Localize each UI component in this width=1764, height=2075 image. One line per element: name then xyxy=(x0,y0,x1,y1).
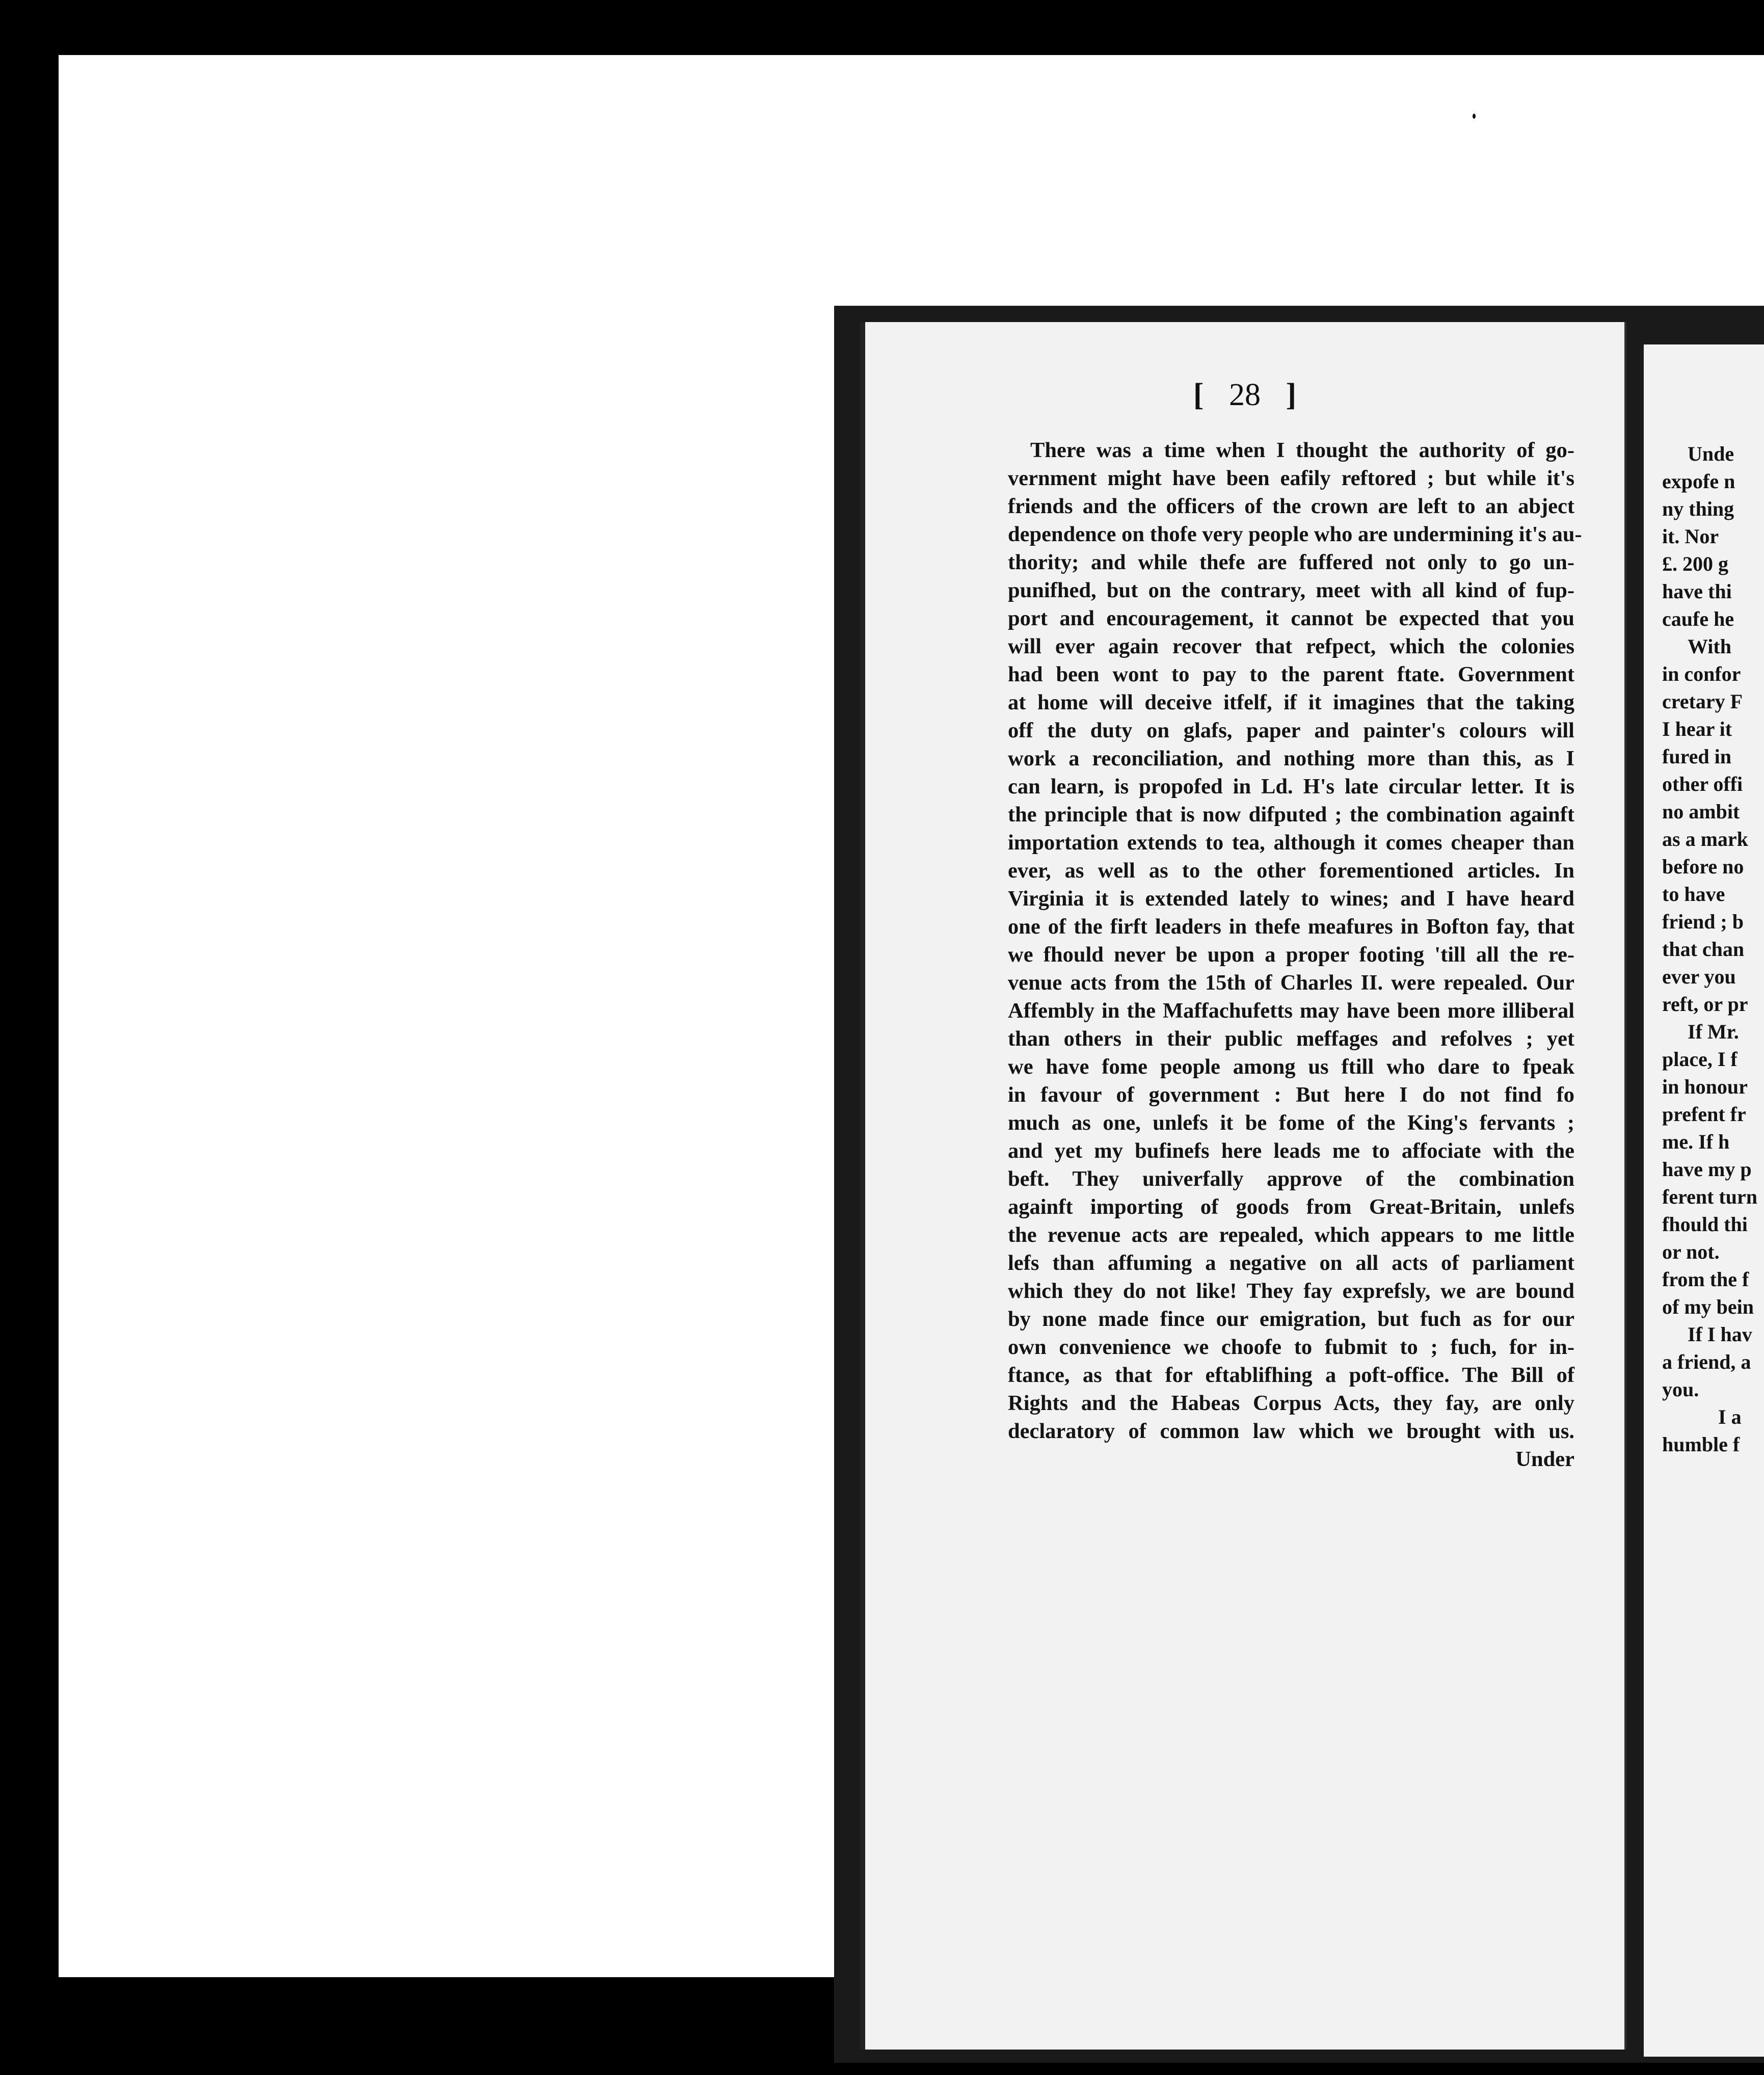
text-line: we have fome people among us ftill who dare to fpeak xyxy=(1008,1055,1574,1079)
text-line: much as one, unlefs it be fome of the King's fervants ; xyxy=(1008,1111,1574,1135)
text-line: dependence on thofe very people who are undermining it's au- xyxy=(1008,522,1582,546)
catchword: Under xyxy=(1515,1447,1574,1471)
text-line: by none made fince our emigration, but fuch as for our xyxy=(1008,1307,1574,1331)
text-line: have my p xyxy=(1662,1158,1752,1181)
text-line: you. xyxy=(1662,1378,1699,1401)
text-line: before no xyxy=(1662,855,1744,878)
page-number-right-bracket: ] xyxy=(1286,378,1297,412)
text-line: Unde xyxy=(1688,442,1734,465)
text-line: no ambit xyxy=(1662,800,1740,823)
left-page xyxy=(860,322,1626,2050)
scan-speck xyxy=(1473,114,1476,119)
text-line: that chan xyxy=(1662,938,1745,961)
text-line: will ever again recover that refpect, which the colonies xyxy=(1008,634,1574,658)
text-line: againft importing of goods from Great-Britain, unlefs xyxy=(1008,1195,1574,1219)
text-line: ferent turn xyxy=(1662,1185,1757,1208)
text-line: caufe he xyxy=(1662,607,1734,630)
text-line: have thi xyxy=(1662,580,1732,603)
text-line: punifhed, but on the contrary, meet with all kind of fup- xyxy=(1008,578,1574,602)
text-line: lefs than affuming a negative on all acts of parliament xyxy=(1008,1251,1574,1275)
text-line: expofe n xyxy=(1662,470,1735,493)
text-line: Affembly in the Maffachufetts may have been more illiberal xyxy=(1008,999,1574,1023)
text-line: vernment might have been eafily reftored ; but while it's xyxy=(1008,466,1574,490)
text-line: can learn, is propofed in Ld. H's late circular letter. It is xyxy=(1008,775,1574,799)
text-line: humble f xyxy=(1662,1433,1740,1456)
text-line: declaratory of common law which we brought with us. xyxy=(1008,1419,1574,1443)
text-line: I hear it xyxy=(1662,717,1732,740)
text-line: venue acts from the 15th of Charles II. were repealed. Our xyxy=(1008,971,1574,995)
text-line: than others in their public meffages and refolves ; yet xyxy=(1008,1027,1574,1051)
right-page xyxy=(1644,344,1764,2057)
text-line: ever you xyxy=(1662,965,1736,988)
text-line: at home will deceive itfelf, if it imagines that the taking xyxy=(1008,690,1574,714)
text-line: from the f xyxy=(1662,1268,1749,1291)
page-header xyxy=(865,377,1624,413)
text-line: prefent fr xyxy=(1662,1103,1746,1126)
text-line: the revenue acts are repealed, which appears to me little xyxy=(1008,1223,1574,1247)
text-line: beft. They univerfally approve of the combination xyxy=(1008,1167,1574,1191)
text-line: work a reconciliation, and nothing more than this, as I xyxy=(1008,747,1574,770)
page-number-left-bracket: [ xyxy=(1193,378,1204,412)
text-line: place, I f xyxy=(1662,1048,1738,1071)
text-line: had been wont to pay to the parent ftate. Government xyxy=(1008,662,1574,686)
text-line: of my bein xyxy=(1662,1295,1754,1318)
text-line: With xyxy=(1688,635,1731,658)
text-line: fhould thi xyxy=(1662,1213,1748,1236)
text-line: ftance, as that for eftablifhing a poft-office. The Bill of xyxy=(1008,1363,1574,1387)
text-line: off the duty on glafs, paper and painter's colours will xyxy=(1008,719,1574,742)
page-number: 28 xyxy=(1229,378,1261,412)
left-page-body xyxy=(1008,436,1582,1473)
text-line: me. If h xyxy=(1662,1130,1730,1153)
text-line: There was a time when I thought the authority of go- xyxy=(1030,438,1574,462)
book-gutter xyxy=(1626,316,1644,2063)
text-line: £. 200 g xyxy=(1662,552,1728,575)
text-line: to have xyxy=(1662,883,1725,906)
right-page-body xyxy=(1662,440,1764,1458)
text-line: other offi xyxy=(1662,773,1743,795)
text-line: own convenience we choofe to fubmit to ; fuch, for in- xyxy=(1008,1335,1574,1359)
text-line: port and encouragement, it cannot be expected that you xyxy=(1008,606,1574,630)
text-line: in confor xyxy=(1662,662,1741,685)
text-line: friend ; b xyxy=(1662,910,1744,933)
text-line: fured in xyxy=(1662,745,1731,768)
text-line: thority; and while thefe are fuffered not only to go un- xyxy=(1008,550,1574,574)
text-line: ever, as well as to the other forementioned articles. In xyxy=(1008,859,1574,883)
text-line: a friend, a xyxy=(1662,1350,1751,1373)
text-line: If I hav xyxy=(1688,1323,1752,1346)
text-line: cretary F xyxy=(1662,690,1743,713)
text-line: one of the firft leaders in thefe meafures in Bofton fay, that xyxy=(1008,915,1574,939)
text-line: Rights and the Habeas Corpus Acts, they fay, are only xyxy=(1008,1391,1574,1415)
text-line: which they do not like! They fay exprefsly, we are bound xyxy=(1008,1279,1574,1303)
text-line: and yet my bufinefs here leads me to affociate with the xyxy=(1008,1139,1574,1163)
text-line: I a xyxy=(1718,1405,1742,1428)
text-line: in favour of government : But here I do not find fo xyxy=(1008,1083,1574,1107)
text-line: the principle that is now difputed ; the combination againft xyxy=(1008,803,1574,827)
text-line: we fhould never be upon a proper footing 'till all the re- xyxy=(1008,943,1574,967)
text-line: Virginia it is extended lately to wines; and I have heard xyxy=(1008,887,1574,911)
text-line: ny thing xyxy=(1662,497,1734,520)
text-line: reft, or pr xyxy=(1662,993,1748,1016)
text-line: as a mark xyxy=(1662,828,1748,850)
text-line: If Mr. xyxy=(1688,1020,1739,1043)
text-line: or not. xyxy=(1662,1240,1720,1263)
text-line: in honour xyxy=(1662,1075,1748,1098)
text-line: friends and the officers of the crown are left to an abject xyxy=(1008,494,1574,518)
text-line: importation extends to tea, although it comes cheaper than xyxy=(1008,831,1574,855)
text-line: it. Nor xyxy=(1662,525,1719,548)
